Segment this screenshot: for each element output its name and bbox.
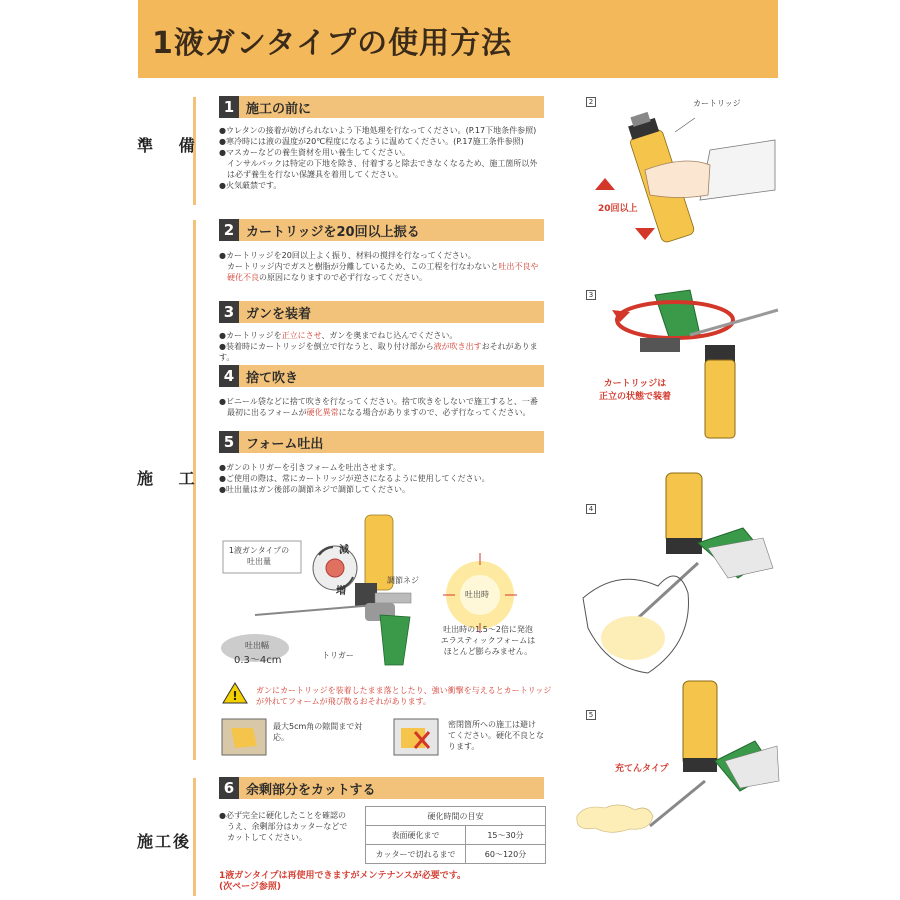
cartridge-label: カートリッジ [693, 99, 741, 108]
section-1-header [219, 96, 544, 118]
section-4-header [219, 365, 544, 387]
figure-number: 3 [586, 290, 596, 300]
section-6-header [219, 777, 544, 799]
table-cell: 15〜30分 [466, 826, 546, 845]
warning-text: 正立にさせ [281, 331, 322, 340]
table-cell: 60〜120分 [466, 845, 546, 864]
gap-note [273, 721, 383, 743]
table-row [366, 807, 546, 826]
caution-text [256, 685, 556, 707]
body-text: ●装着時にカートリッジを倒立で行なうと、取り付け部から [219, 342, 434, 351]
section-number: 5 [219, 431, 239, 453]
caution-line: ガンにカートリッジを装着したまま落としたり、強い衝撃を与えるとカートリッジ [256, 686, 552, 695]
section-title: カートリッジを20回以上振る [246, 225, 420, 240]
increase-label: 増 [336, 586, 346, 597]
body-line [219, 341, 549, 363]
body-line: ●ウレタンの接着が妨げられないよう下地処理を行なってください。(P.17下地条件参照) [219, 126, 537, 135]
section-3-body [219, 330, 549, 363]
figure-number: 4 [586, 504, 596, 514]
table-row [366, 826, 546, 845]
after-bar [193, 778, 196, 896]
body-text: ●カートリッジを [219, 331, 282, 340]
body-line [219, 272, 549, 283]
trigger-label: トリガー [322, 651, 354, 660]
decrease-label: 減 [339, 545, 349, 556]
gap-icon [221, 718, 267, 756]
body-line: ●ご使用の際は、常にカートリッジが逆さになるように使用してください。 [219, 474, 490, 483]
closed-space-note-line: てください。硬化不良とな [448, 731, 544, 740]
svg-text:!: ! [232, 689, 238, 703]
title-banner [138, 0, 778, 78]
section-number: 6 [219, 777, 239, 799]
body-line: ●マスカーなどの養生資材を用い養生してください。 [219, 148, 410, 157]
expansion-note-line: 吐出時の1.5〜2倍に発泡 [443, 625, 533, 634]
closed-space-icon [393, 718, 439, 756]
body-line [219, 261, 549, 272]
warning-text: 硬化不良 [227, 273, 259, 282]
body-line: ●吐出量はガン後部の調節ネジで調節してください。 [219, 485, 410, 494]
section-2-header [219, 219, 544, 241]
figure-number: 5 [586, 710, 596, 720]
section-number: 2 [219, 219, 239, 241]
section-title: フォーム吐出 [246, 437, 324, 452]
caution-line: が外れてフォームが飛び散るおそれがあります。 [256, 697, 431, 706]
warning-text: 液が吹き出す [433, 342, 482, 351]
section-4-body [219, 396, 549, 418]
section-title: ガンを装着 [246, 307, 312, 322]
section-2-body [219, 250, 549, 283]
section-number: 4 [219, 365, 239, 387]
warning-icon [222, 682, 248, 704]
body-text: 、ガンを奥までねじ込んでください。 [321, 331, 458, 340]
body-line: ●ガンのトリガーを引きフォームを吐出させます。 [219, 463, 401, 472]
gun-box-label-line: 1液ガンタイプの [228, 546, 290, 555]
body-line [219, 407, 549, 418]
side-label-prep: 準 備 [137, 136, 205, 155]
page-title: 1液ガンタイプの使用方法 [152, 26, 513, 61]
warning-text: 硬化異常 [306, 408, 339, 417]
figure-shake-cartridge [590, 100, 780, 250]
body-line: ●火気厳禁です。 [219, 181, 282, 190]
shake-count-label: 20回以上 [598, 204, 638, 214]
section-1-body [219, 125, 549, 191]
expansion-note-line: ほとんど膨らみません。 [443, 647, 533, 656]
bead-width-label: 吐出幅 [245, 641, 269, 650]
closed-space-note-line: ります。 [448, 742, 480, 751]
section-title: 余剰部分をカットする [246, 783, 376, 798]
section-6-body [219, 810, 359, 843]
side-label-after: 施工後 [137, 832, 192, 851]
body-line [219, 330, 549, 341]
body-text: の原因になりますので必ず行なってください。 [259, 273, 427, 282]
upright-note-line: 正立の状態で装着 [598, 392, 671, 402]
adjust-screw-label: 調節ネジ [387, 576, 419, 585]
body-line: インサルパックは特定の下地を除き、付着すると除去できなくなるため、施工箇所以外 [219, 159, 538, 168]
cure-time-table [365, 806, 546, 864]
body-text: 最初に出るフォームが [219, 408, 307, 417]
body-line: ●寒冷時には液の温度が20℃程度になるように温めてください。(P.17施工条件参照) [219, 137, 524, 146]
closed-space-note-line: 密閉箇所への施工は避け [448, 720, 536, 729]
gun-box-label [226, 545, 292, 567]
gap-note-line: 最大5cm角の隙間まで対 [273, 722, 363, 731]
section-5-header [219, 431, 544, 453]
discharge-label: 吐出時 [465, 590, 489, 599]
body-line: ●カートリッジを20回以上よく振り、材料の撹拌を行なってください。 [219, 251, 476, 260]
table-cell: 表面硬化まで [366, 826, 466, 845]
expansion-note [428, 624, 548, 657]
table-header: 硬化時間の目安 [366, 807, 546, 826]
footer-note-line: (次ページ参照) [219, 882, 282, 892]
gun-box-label-line: 吐出量 [247, 557, 271, 566]
body-line: ●必ず完全に硬化したことを確認の [219, 811, 346, 820]
figure-waste-spray [578, 468, 778, 678]
section-title: 捨て吹き [246, 371, 299, 386]
section-title: 施工の前に [246, 102, 312, 117]
warning-text: 吐出不良や [498, 262, 539, 271]
section-3-header [219, 301, 544, 323]
upright-note [595, 378, 675, 404]
section-5-body [219, 462, 549, 495]
upright-note-line: カートリッジは [603, 379, 667, 389]
expansion-note-line: エラスティックフォームは [440, 636, 536, 645]
table-cell: カッターで切れるまで [366, 845, 466, 864]
body-text: カートリッジ内でガスと樹脂が分離しているため、この工程を行なわないと [219, 262, 499, 271]
body-line: うえ、余剰部分はカッターなどで [219, 822, 348, 831]
figure-number: 2 [586, 97, 596, 107]
section-number: 3 [219, 301, 239, 323]
work-bar [193, 220, 196, 760]
figure-fill-type [565, 676, 780, 846]
body-text: おそれがあります。 [219, 342, 538, 362]
section-number: 1 [219, 96, 239, 118]
side-label-work: 施 工 [137, 469, 205, 488]
body-line: カットしてください。 [219, 833, 307, 842]
table-row [366, 845, 546, 864]
gap-note-line: 応。 [273, 733, 289, 742]
bead-width-value: 0.3〜4cm [234, 655, 282, 666]
figure-attach-gun [590, 280, 780, 440]
body-line: ●ビニール袋などに捨て吹きを行なってください。捨て吹きをしないで施工すると、一番 [219, 397, 538, 406]
footer-note [219, 871, 559, 893]
closed-space-note [448, 719, 558, 752]
footer-note-line: 1液ガンタイプは再使用できますがメンテナンスが必要です。 [219, 871, 467, 881]
body-line: は必ず養生を行ない保護具を着用してください。 [219, 170, 403, 179]
fill-type-label: 充てんタイプ [615, 764, 669, 774]
body-text: になる場合がありますので、必ず行なってください。 [338, 408, 531, 417]
